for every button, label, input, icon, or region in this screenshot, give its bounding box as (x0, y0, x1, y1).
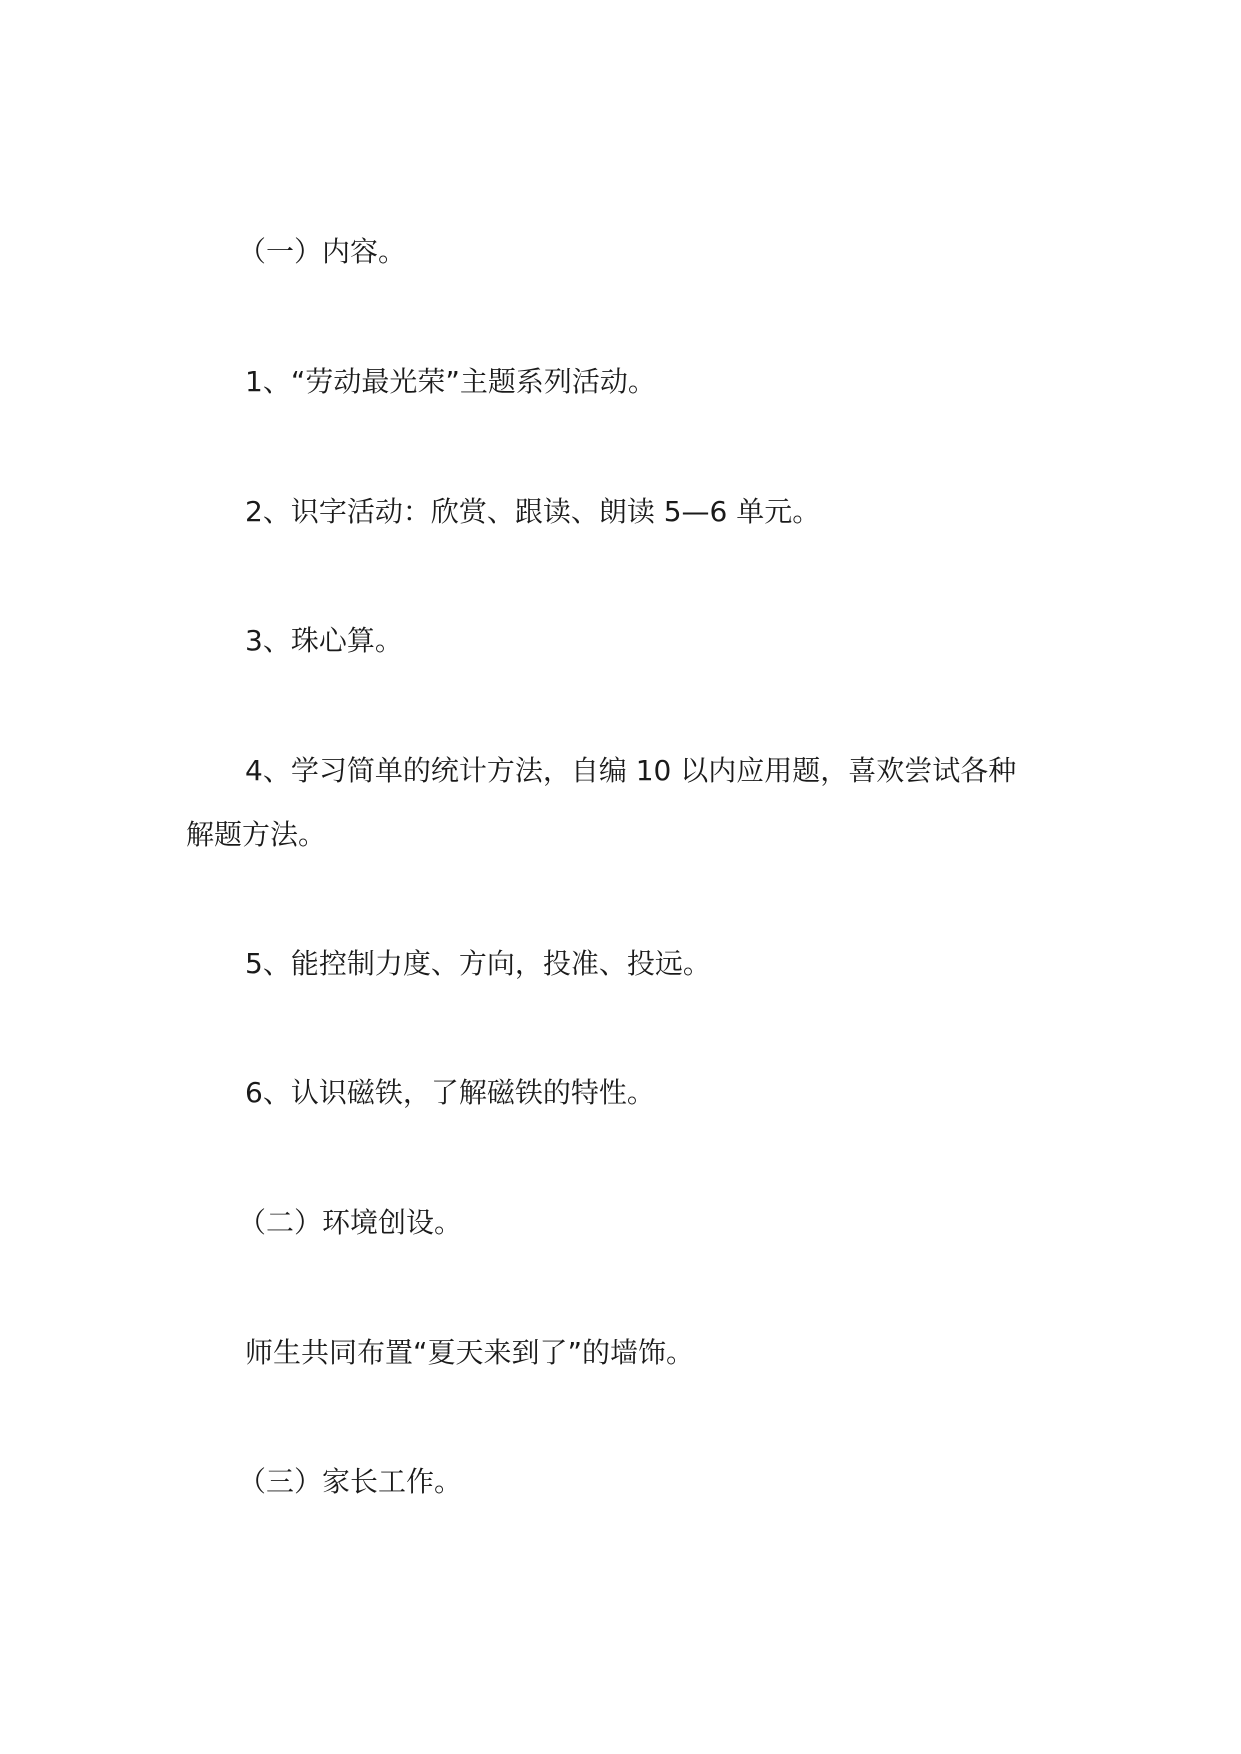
section-heading-environment: （二）环境创设。 (238, 1206, 463, 1239)
section-heading-parents: （三）家长工作。 (238, 1465, 463, 1498)
list-item-1: 1、“劳动最光荣”主题系列活动。 (245, 365, 656, 398)
list-item-2: 2、识字活动：欣赏、跟读、朗读 5—6 单元。 (245, 495, 821, 528)
list-item-6: 6、认识磁铁，了解磁铁的特性。 (245, 1076, 655, 1109)
list-item-4-line-1: 4、学习简单的统计方法，自编 10 以内应用题，喜欢尝试各种 (245, 754, 1017, 787)
list-item-4-line-2: 解题方法。 (186, 818, 327, 851)
environment-paragraph: 师生共同布置“夏天来到了”的墙饰。 (245, 1336, 695, 1369)
list-item-3: 3、珠心算。 (245, 624, 403, 657)
section-heading-content: （一）内容。 (238, 235, 407, 268)
list-item-5: 5、能控制力度、方向，投准、投远。 (245, 947, 711, 980)
